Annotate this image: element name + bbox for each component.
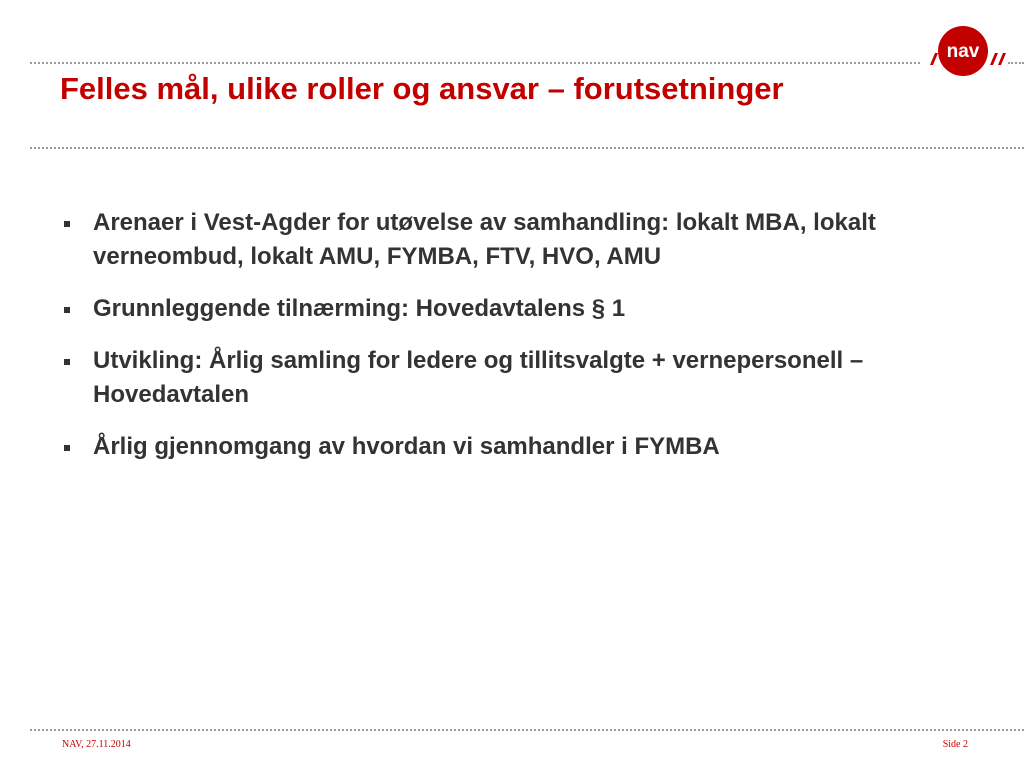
nav-logo-icon bbox=[922, 23, 1008, 79]
top-divider-right bbox=[1008, 62, 1024, 64]
slide-title: Felles mål, ulike roller og ansvar – forutsetninger bbox=[60, 71, 784, 106]
square-bullet-icon bbox=[64, 307, 70, 313]
footer-divider bbox=[30, 729, 1024, 731]
footer-date: NAV, 27.11.2014 bbox=[62, 739, 131, 750]
bullet-text: Grunnleggende tilnærming: Hovedavtalens § 1 bbox=[93, 295, 626, 322]
top-divider bbox=[30, 62, 920, 64]
square-bullet-icon bbox=[64, 445, 70, 451]
title-divider bbox=[30, 147, 1024, 149]
bullet-item bbox=[60, 430, 960, 464]
bullet-item bbox=[60, 344, 960, 412]
square-bullet-icon bbox=[64, 221, 70, 227]
square-bullet-icon bbox=[64, 359, 70, 365]
bullet-text: Utvikling: Årlig samling for ledere og tillitsvalgte + vernepersonell – Hovedavtalen bbox=[93, 347, 864, 408]
bullet-item bbox=[60, 292, 960, 326]
bullet-text: Årlig gjennomgang av hvordan vi samhandler i FYMBA bbox=[93, 433, 720, 460]
bullet-text: Arenaer i Vest-Agder for utøvelse av samhandling: lokalt MBA, lokalt verneombud, lokalt AMU, FYMBA, FTV, HVO, AMU bbox=[93, 209, 876, 270]
bullet-item bbox=[60, 206, 960, 274]
bullet-list bbox=[60, 206, 960, 482]
page-number: Side 2 bbox=[942, 739, 968, 750]
svg-text:nav: nav bbox=[946, 41, 980, 62]
